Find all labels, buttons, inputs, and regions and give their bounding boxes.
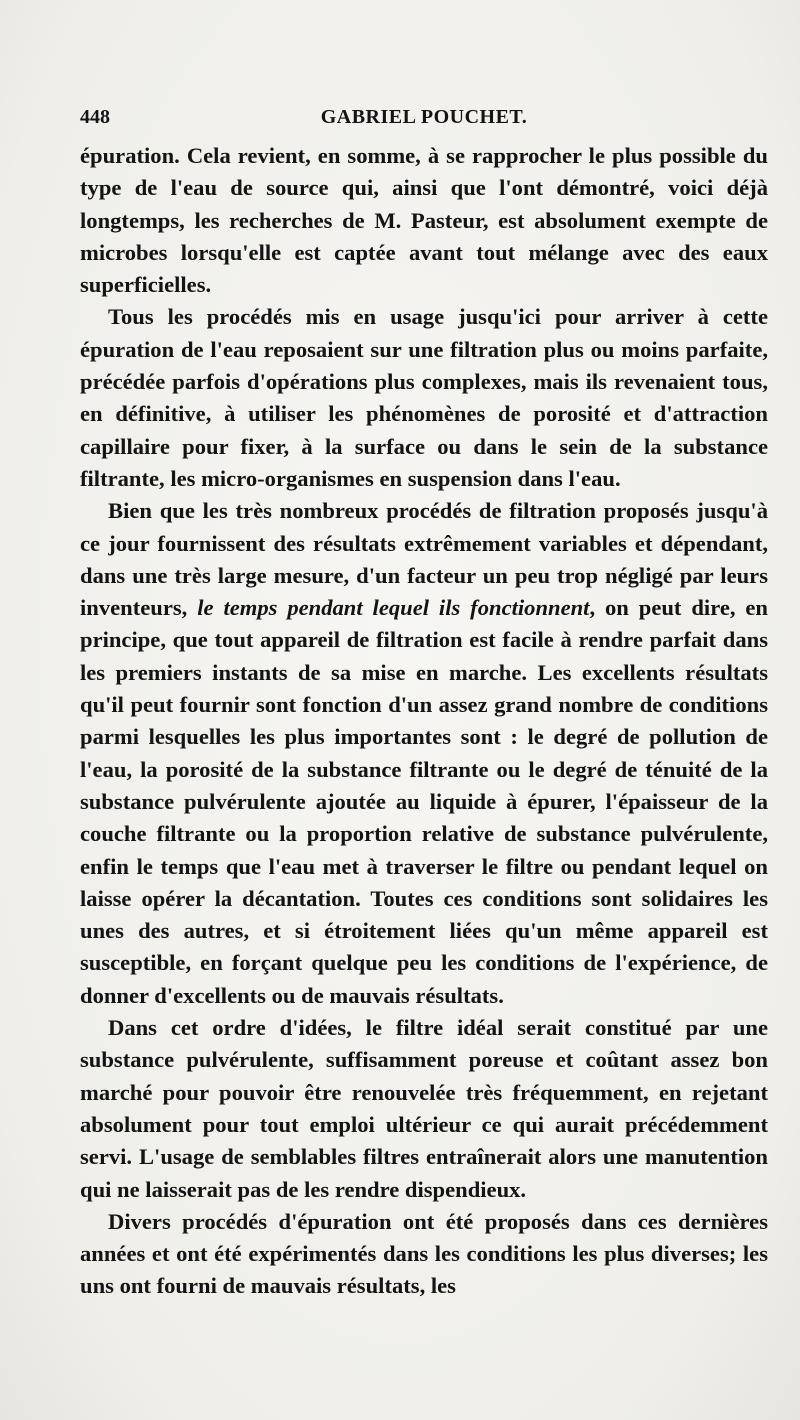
- page-header: [80, 106, 768, 136]
- paragraph: épuration. Cela revient, en somme, à se rapprocher le plus possible du type de l'eau de source qui, ainsi que l'ont démontré, voici déjà longtemps, les recherches de M. Pasteur, est absolument exempte de microbes lorsqu'elle est captée avant tout mélange avec des eaux superficielles.: [80, 143, 768, 298]
- body-text: [80, 140, 768, 1303]
- paragraph: Dans cet ordre d'idées, le filtre idéal serait constitué par une substance pulvérulente, suffisamment poreuse et coûtant assez bon marché pour pouvoir être renouvelée très fréquemment, en rejetant absolument pour tout emploi ultérieur ce qui aurait précédemment servi. L'usage de semblables filtres entraînerait alors une manutention qui ne laisserait pas de les rendre dispendieux.: [80, 1015, 768, 1202]
- paragraph: [80, 495, 768, 1012]
- italic-phrase: le temps pendant lequel ils fonctionnent: [197, 595, 590, 621]
- running-head: GABRIEL POUCHET.: [320, 106, 528, 128]
- paragraph: Tous les procédés mis en usage jusqu'ici pour arriver à cette épuration de l'eau reposaient sur une filtration plus ou moins parfaite, précédée parfois d'opérations plus complexes, mais ils revenaient tous, en définitive, à utiliser les phénomènes de porosité et d'attraction capillaire pour fixer, à la surface ou dans le sein de la substance filtrante, les micro-organismes en suspension dans l'eau.: [80, 304, 768, 491]
- page-number: 448: [80, 106, 110, 128]
- paragraph: Divers procédés d'épuration ont été proposés dans ces dernières années et ont été expérimentés dans les conditions les plus diverses; les uns ont fourni de mauvais résultats, les: [80, 1208, 768, 1299]
- paragraph-text: Bien que les très nombreux procédés de filtration proposés jusqu'à ce jour fournissent des résultats extrêmement variables et dépendant, dans une très large mesure, d'un facteur un peu trop négligé par leurs inventeurs,: [80, 498, 768, 621]
- paragraph-text: , on peut dire, en principe, que tout appareil de filtration est facile à rendre parfait dans les premiers instants de sa mise en marche. Les excellents résultats qu'il peut fournir sont fonction d'un assez grand nombre de conditions parmi lesquelles les plus importantes sont : le degré de pollution de l'eau, la porosité de la substance filtrante ou le degré de ténuité de la substance pulvérulente ajoutée au liquide à épurer, l'épaisseur de la couche filtrante ou la proportion relative de substance pulvérulente, enfin le temps que l'eau met à traverser le filtre ou pendant lequel on laisse opérer la décantation. Toutes ces conditions sont solidaires les unes des autres, et si étroitement liées qu'un même appareil est susceptible, en forçant quelque peu les conditions de l'expérience, de donner d'excellents ou de mauvais résultats.: [80, 595, 768, 1008]
